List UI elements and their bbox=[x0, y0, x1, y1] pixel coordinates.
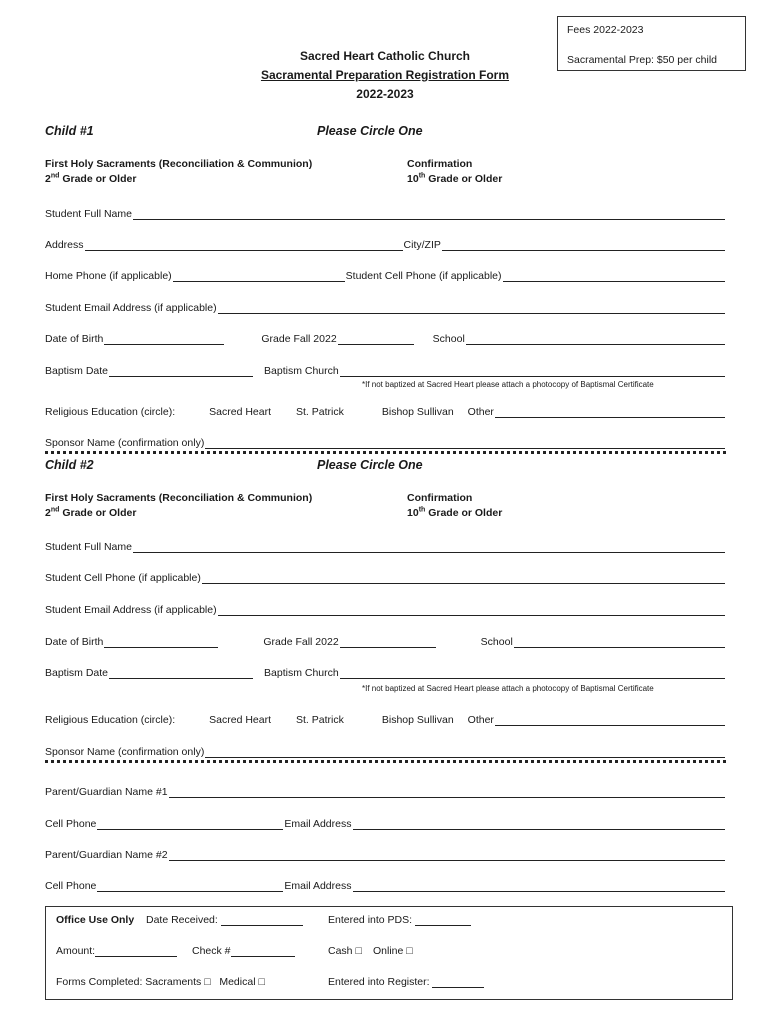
child2-baptism-row bbox=[45, 665, 726, 679]
child2-full-name-row bbox=[45, 539, 726, 553]
office-title: Office Use Only bbox=[56, 914, 135, 926]
office-amount-label: Amount: bbox=[56, 945, 96, 957]
child1-dob-field[interactable] bbox=[104, 334, 224, 345]
child2-school-label: School bbox=[480, 636, 513, 648]
child1-reled-other[interactable]: Other bbox=[467, 406, 494, 418]
child1-sponsor-label: Sponsor Name (confirmation only) bbox=[45, 437, 205, 449]
child1-phone-row bbox=[45, 268, 726, 282]
child1-baptism-church-label: Baptism Church bbox=[264, 365, 339, 377]
child2-dob-field[interactable] bbox=[104, 637, 218, 648]
office-register-field[interactable] bbox=[432, 977, 484, 988]
child1-communion-label: First Holy Sacraments (Reconciliation & Communion) bbox=[45, 158, 313, 170]
child1-home-phone-field[interactable] bbox=[173, 271, 345, 282]
child1-dob-row bbox=[45, 331, 726, 345]
child1-address-label: Address bbox=[45, 239, 84, 251]
child1-reled-st-patrick[interactable]: St. Patrick bbox=[296, 406, 344, 418]
section-divider-1 bbox=[45, 451, 726, 454]
child1-title: Child #1 bbox=[45, 124, 94, 138]
child1-email-row bbox=[45, 300, 726, 314]
parent1-cell-label: Cell Phone bbox=[45, 818, 97, 830]
parent2-email-field[interactable] bbox=[353, 881, 726, 892]
parent2-email-label: Email Address bbox=[284, 880, 352, 892]
child2-baptism-church-label: Baptism Church bbox=[264, 667, 339, 679]
child1-school-label: School bbox=[432, 333, 465, 345]
child1-reled-other-field[interactable] bbox=[495, 407, 725, 418]
form-year: 2022-2023 bbox=[356, 87, 414, 101]
child2-sponsor-label: Sponsor Name (confirmation only) bbox=[45, 746, 205, 758]
child1-confirmation-option[interactable] bbox=[407, 158, 502, 185]
parent2-field[interactable] bbox=[169, 850, 725, 861]
child1-full-name-label: Student Full Name bbox=[45, 208, 132, 220]
parent1-email-field[interactable] bbox=[353, 819, 726, 830]
child1-grade-label: Grade Fall 2022 bbox=[261, 333, 337, 345]
office-medical-label: Medical bbox=[219, 976, 256, 988]
fees-box bbox=[557, 16, 746, 71]
office-use-box bbox=[45, 906, 733, 1000]
parent1-cell-field[interactable] bbox=[97, 819, 283, 830]
office-online-checkbox[interactable]: □ bbox=[406, 945, 413, 957]
child1-communion-grade: 2nd Grade or Older bbox=[45, 172, 137, 185]
parent2-cell-field[interactable] bbox=[97, 881, 283, 892]
child1-cityzip-label: City/ZIP bbox=[403, 239, 441, 251]
office-date-received bbox=[146, 914, 303, 926]
child2-communion-label: First Holy Sacraments (Reconciliation & Communion) bbox=[45, 492, 313, 504]
child2-cell-phone-label: Student Cell Phone (if applicable) bbox=[45, 572, 201, 584]
child1-baptism-date-label: Baptism Date bbox=[45, 365, 109, 377]
child1-dob-label: Date of Birth bbox=[45, 333, 104, 345]
parent1-contact-row bbox=[45, 816, 726, 830]
child2-cell-phone-field[interactable] bbox=[202, 573, 725, 584]
child2-cell-row bbox=[45, 570, 726, 584]
child1-circle-instruction: Please Circle One bbox=[317, 124, 423, 138]
child1-email-label: Student Email Address (if applicable) bbox=[45, 302, 217, 314]
child2-email-field[interactable] bbox=[218, 605, 725, 616]
child1-address-row bbox=[45, 237, 726, 251]
child1-sponsor-field[interactable] bbox=[205, 438, 725, 449]
child1-full-name-row bbox=[45, 206, 726, 220]
child1-cityzip-field[interactable] bbox=[442, 240, 725, 251]
church-name: Sacred Heart Catholic Church bbox=[299, 49, 471, 63]
child1-grade-field[interactable] bbox=[338, 334, 414, 345]
child2-communion-option[interactable] bbox=[45, 492, 312, 519]
child2-confirmation-label: Confirmation bbox=[407, 492, 473, 504]
child1-home-phone-label: Home Phone (if applicable) bbox=[45, 270, 172, 282]
child1-baptism-note: *If not baptized at Sacred Heart please attach a photocopy of Baptismal Certificate bbox=[362, 380, 654, 389]
office-pds bbox=[328, 914, 471, 926]
child1-school-field[interactable] bbox=[466, 334, 725, 345]
child1-full-name-field[interactable] bbox=[133, 209, 725, 220]
office-date-received-field[interactable] bbox=[221, 915, 303, 926]
office-online-label: Online bbox=[373, 945, 404, 957]
child1-baptism-church-field[interactable] bbox=[340, 366, 725, 377]
parent1-label: Parent/Guardian Name #1 bbox=[45, 786, 168, 798]
office-sacraments-label: Sacraments bbox=[145, 976, 202, 988]
office-check bbox=[192, 945, 295, 957]
fees-title: Fees 2022-2023 bbox=[567, 24, 644, 36]
child2-reled-label: Religious Education (circle): bbox=[45, 714, 176, 726]
child2-title: Child #2 bbox=[45, 458, 94, 472]
child2-grade-label: Grade Fall 2022 bbox=[263, 636, 339, 648]
office-date-received-label: Date Received: bbox=[146, 914, 218, 926]
office-forms-label: Forms Completed: bbox=[56, 976, 143, 988]
child2-sponsor-field[interactable] bbox=[205, 747, 725, 758]
child2-reled-st-patrick[interactable]: St. Patrick bbox=[296, 714, 344, 726]
child2-reled-other[interactable]: Other bbox=[467, 714, 494, 726]
child1-confirmation-grade: 10th Grade or Older bbox=[407, 172, 503, 185]
child2-school-field[interactable] bbox=[514, 637, 725, 648]
child2-communion-grade: 2nd Grade or Older bbox=[45, 506, 137, 519]
parent2-label: Parent/Guardian Name #2 bbox=[45, 849, 168, 861]
section-divider-2 bbox=[45, 760, 726, 763]
child1-baptism-row bbox=[45, 363, 726, 377]
office-amount bbox=[56, 945, 177, 957]
child1-sponsor-row bbox=[45, 435, 726, 449]
child1-confirmation-label: Confirmation bbox=[407, 158, 473, 170]
child2-sponsor-row bbox=[45, 744, 726, 758]
office-check-label: Check # bbox=[192, 945, 231, 957]
fees-prep: Sacramental Prep: $50 per child bbox=[567, 54, 717, 66]
child2-dob-label: Date of Birth bbox=[45, 636, 104, 648]
child2-reled-sacred-heart[interactable]: Sacred Heart bbox=[209, 714, 272, 726]
office-cash-checkbox[interactable]: □ bbox=[355, 945, 362, 957]
office-medical-checkbox[interactable]: □ bbox=[258, 976, 265, 988]
child2-full-name-label: Student Full Name bbox=[45, 541, 132, 553]
child1-email-field[interactable] bbox=[218, 303, 725, 314]
child2-grade-field[interactable] bbox=[340, 637, 436, 648]
child2-reled-other-field[interactable] bbox=[495, 715, 725, 726]
child1-cell-phone-label: Student Cell Phone (if applicable) bbox=[345, 270, 502, 282]
child1-reled-bishop-sullivan[interactable]: Bishop Sullivan bbox=[381, 406, 454, 418]
child2-baptism-date-field[interactable] bbox=[109, 668, 253, 679]
child2-baptism-church-field[interactable] bbox=[340, 668, 725, 679]
office-pds-field[interactable] bbox=[415, 915, 471, 926]
office-forms-completed bbox=[56, 976, 265, 988]
child1-reled-row bbox=[45, 404, 726, 418]
child2-full-name-field[interactable] bbox=[133, 542, 725, 553]
office-online bbox=[373, 945, 413, 957]
parent2-contact-row bbox=[45, 878, 726, 892]
parent1-email-label: Email Address bbox=[284, 818, 352, 830]
child2-confirmation-option[interactable] bbox=[407, 492, 502, 519]
office-pds-label: Entered into PDS: bbox=[328, 914, 413, 926]
child1-communion-option[interactable] bbox=[45, 158, 312, 185]
office-amount-field[interactable] bbox=[95, 946, 177, 957]
form-title: Sacramental Preparation Registration Form bbox=[260, 68, 510, 82]
child2-email-row bbox=[45, 602, 726, 616]
office-cash bbox=[328, 945, 362, 957]
child1-address-field[interactable] bbox=[85, 240, 403, 251]
child2-reled-row bbox=[45, 712, 726, 726]
child2-confirmation-grade: 10th Grade or Older bbox=[407, 506, 503, 519]
office-cash-label: Cash bbox=[328, 945, 353, 957]
parent1-row bbox=[45, 784, 726, 798]
child1-reled-label: Religious Education (circle): bbox=[45, 406, 176, 418]
child1-reled-sacred-heart[interactable]: Sacred Heart bbox=[209, 406, 272, 418]
office-sacraments-checkbox[interactable]: □ bbox=[204, 976, 211, 988]
office-register bbox=[328, 976, 484, 988]
child2-baptism-date-label: Baptism Date bbox=[45, 667, 109, 679]
parent2-row bbox=[45, 847, 726, 861]
child2-email-label: Student Email Address (if applicable) bbox=[45, 604, 217, 616]
child1-cell-phone-field[interactable] bbox=[503, 271, 725, 282]
parent1-field[interactable] bbox=[169, 787, 725, 798]
child1-baptism-date-field[interactable] bbox=[109, 366, 253, 377]
parent2-cell-label: Cell Phone bbox=[45, 880, 97, 892]
office-check-field[interactable] bbox=[231, 946, 295, 957]
office-register-label: Entered into Register: bbox=[328, 976, 430, 988]
child2-dob-row bbox=[45, 634, 726, 648]
child2-baptism-note: *If not baptized at Sacred Heart please attach a photocopy of Baptismal Certificate bbox=[362, 684, 654, 693]
child2-circle-instruction: Please Circle One bbox=[317, 458, 423, 472]
child2-reled-bishop-sullivan[interactable]: Bishop Sullivan bbox=[381, 714, 454, 726]
